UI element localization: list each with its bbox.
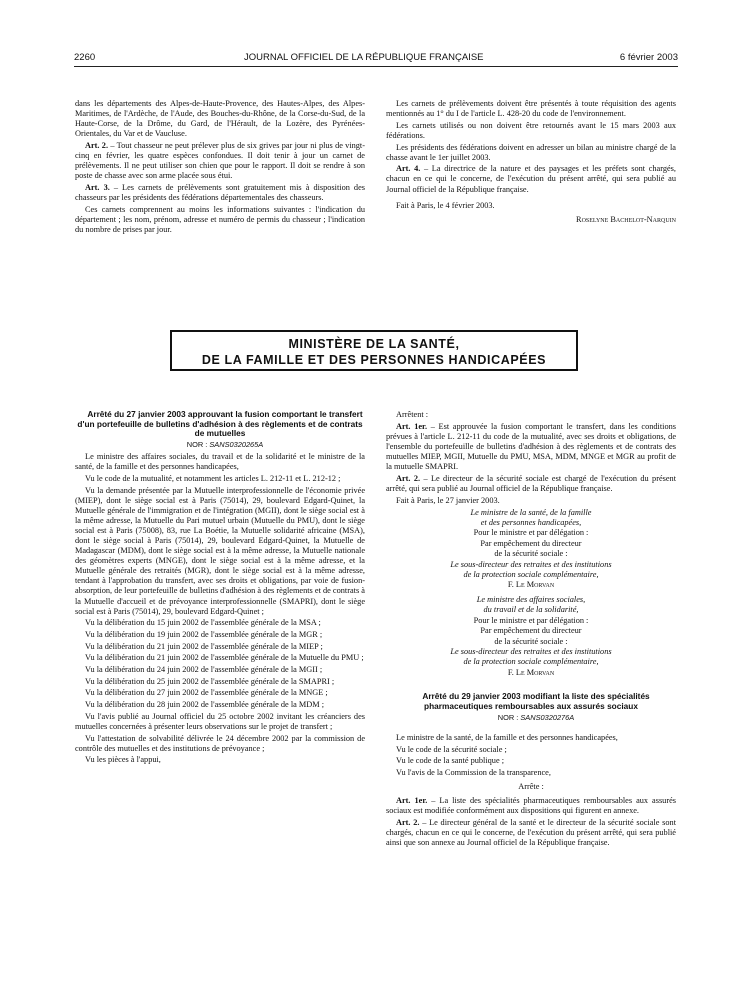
- preamble: Le ministre des affaires sociales, du travail et de la solidarité et le ministre de la santé, de la famille et des personnes handicapées,: [75, 452, 365, 472]
- article-text: – Le directeur de la sécurité sociale est chargé de l'exécution du présent arrêté, qui sera publié au Journal officiel de la République française.: [386, 473, 677, 493]
- signatory-name: F. Le Morvan: [507, 580, 555, 590]
- visa: Vu la délibération du 25 juin 2002 de l'assemblée générale de la SMAPRI ;: [85, 676, 335, 686]
- signature-line: de la sécurité sociale :: [494, 549, 568, 559]
- article-label: Art. 2.: [85, 140, 109, 150]
- article-3: [75, 183, 365, 203]
- signature-line: Le sous-directeur des retraites et des institutions: [450, 646, 612, 656]
- visa: Vu la délibération du 28 juin 2002 de l'assemblée générale de la MDM ;: [85, 700, 325, 710]
- article-1: [386, 796, 676, 816]
- paragraph: Les carnets utilisés ou non doivent être retournés avant le 15 mars 2003 aux fédérations.: [386, 120, 676, 140]
- visa: Vu la délibération du 24 juin 2002 de l'assemblée générale de la MGII ;: [85, 665, 323, 675]
- arrete-title: Arrêté du 29 janvier 2003 modifiant la liste des spécialités pharmaceutiques remboursables aux assurés sociaux: [422, 691, 650, 711]
- journal-title: JOURNAL OFFICIEL DE LA RÉPUBLIQUE FRANÇAISE: [244, 52, 484, 63]
- article-text: – La directrice de la nature et des paysages et les préfets sont chargés, chacun en ce qui le concerne, de l'exécution du présent arrêté, qui sera publié au Journal officiel de la République française.: [386, 164, 676, 194]
- arrete: Arrête :: [518, 782, 544, 792]
- article-2: [386, 818, 676, 848]
- ministry-heading: [170, 330, 578, 371]
- article-label: Art. 1er.: [396, 796, 428, 806]
- visa: Vu la délibération du 15 juin 2002 de l'assemblée générale de la MSA ;: [85, 618, 321, 628]
- date-line: Fait à Paris, le 27 janvier 2003.: [396, 495, 500, 505]
- article-label: Art. 4.: [396, 164, 421, 174]
- visa: Vu la demande présentée par la Mutuelle interprofessionnelle de l'économie privée (MIEP), dont le siège social est à Paris (75014), 29, boulevard Edgard-Quinet, la Mutuelle générale de l'immigration et de l'intégration (MGII), dont le siège social est à la même adresse, la Mutuelle du Pari mutuel urbain (Mutuelle du PMU), dont le siège social est à Paris (75008), 83, rue La Boétie, la Mutuelle solidarité africaine (MSA), dont le siège social à Paris (75014), 29, boulevard Edgard-Quinet, la Mutuelle de Madagascar (MDM), dont le siège social est à la même adresse, la Mutuelle nationale des géomètres experts (MNGE), dont le siège social est à la même adresse, et la Mutuelle générale des retraités (MGR), dont le siège social est à la même adresse, tendant à l'approbation du transfert, avec ses droits et obligations, par voie de fusion-absorption, de leur portefeuille de bulletins d'adhésion à des règlements et de contrats à la Mutuelle d'accueil et de prévoyance interprofessionnelle (SMAPRI), dont le siège social est à Paris (75014), 29, boulevard Edgard-Quinet ;: [75, 485, 365, 616]
- arrete-title: Arrêté du 27 janvier 2003 approuvant la fusion comportant le transfert d'un portefeuille de bulletins d'adhésion à des règlements et de contrats de mutuelles: [77, 409, 363, 439]
- visa: Vu le code de la mutualité, et notamment les articles L. 212-11 et L. 212-12 ;: [85, 473, 341, 483]
- paragraph: dans les départements des Alpes-de-Haute-Provence, des Hautes-Alpes, des Alpes-Maritimes, de l'Ardèche, de l'Aude, des Bouches-du-Rhône, de la Corse-du-Sud, de la Haute-Corse, de la Drôme, du Gard, de l'Hérault, de la Lozère, des Pyrénées-Orientales, du Var et de Vaucluse.: [75, 99, 365, 139]
- page-number: 2260: [74, 52, 96, 63]
- article-4: [386, 164, 676, 194]
- nor-reference: [75, 440, 365, 450]
- visa: Vu la délibération du 27 juin 2002 de l'assemblée générale de la MNGE ;: [85, 688, 328, 698]
- arretent: Arrêtent :: [396, 410, 429, 419]
- arrete-2: [386, 692, 676, 848]
- date-line: Fait à Paris, le 4 février 2003.: [396, 200, 495, 210]
- signature-line: de la sécurité sociale :: [494, 636, 568, 646]
- article-text: – Les carnets de prélèvements sont gratuitement mis à disposition des chasseurs par les présidents des fédérations départementales des chasseurs.: [75, 182, 365, 203]
- signature-block-2: [386, 595, 676, 678]
- signature-line: Par empêchement du directeur: [480, 626, 582, 636]
- ministry-line-1: MINISTÈRE DE LA SANTÉ,: [288, 337, 460, 351]
- paragraph: Ces carnets comprennent au moins les informations suivantes : l'indication du département ; les nom, prénom, adresse et numéro de permis du chasseur ; l'indication du nombre de prises par jour.: [75, 204, 365, 234]
- article-2: [386, 474, 676, 494]
- page-header: [74, 52, 678, 66]
- nor-label: NOR :: [186, 440, 210, 450]
- visa: Vu les pièces à l'appui,: [85, 755, 161, 765]
- paragraph: Les carnets de prélèvements doivent être présentés à toute réquisition des agents mentionnés au 1° du I de l'article L. 428-20 du code de l'environnement.: [386, 99, 676, 119]
- arrete-1-right-column: [386, 410, 676, 850]
- signature-line: du travail et de la solidarité,: [483, 605, 579, 615]
- signature-line: de la protection sociale complémentaire,: [463, 570, 599, 580]
- signature-line: Le sous-directeur des retraites et des institutions: [450, 559, 612, 569]
- signature-line: et des personnes handicapées,: [480, 518, 582, 528]
- nor-code: SANS0320265A: [209, 440, 264, 450]
- signature-block-1: [386, 508, 676, 591]
- header-rule: [74, 66, 678, 67]
- article-1: [386, 422, 676, 472]
- visa: Vu l'avis publié au Journal officiel du 25 octobre 2002 invitant les créanciers des mutuelles concernées à présenter leurs observations sur le projet de transfert ;: [75, 711, 365, 731]
- article-label: Art. 1er.: [396, 421, 428, 431]
- article-text: – Tout chasseur ne peut prélever plus de six grives par jour ni plus de vingt-cinq en février, les quatre espèces confondues. Il doit tenir à jour un carnet de prélèvements. Il ne peut utiliser son chien que pour le rapport. Il doit se rendre à son poste de chasse avec son arme placée sous étui.: [75, 140, 366, 181]
- top-left-column: [75, 99, 365, 237]
- arrete-1-left-column: [75, 410, 365, 767]
- nor-reference: [386, 713, 676, 723]
- article-text: – Est approuvée la fusion comportant le transfert, dans les conditions prévues à l'article L. 212-11 du code de la mutualité, avec ses droits et obligations, de l'ensemble du portefeuille de bulletins d'adhésion à des règlements et de contrats des mutuelles MIEP, MGII, Mutuelle du PMU, MSA, MDM, MNGE et MGR au profit de la mutuelle SMAPRI.: [386, 421, 676, 472]
- visa: Vu le code de la sécurité sociale ;: [396, 744, 507, 754]
- visa: Vu l'avis de la Commission de la transparence,: [396, 768, 551, 778]
- signature-line: de la protection sociale complémentaire,: [463, 657, 599, 667]
- signature-line: Le ministre de la santé, de la famille: [470, 507, 592, 517]
- article-text: – La liste des spécialités pharmaceutiques remboursables aux assurés sociaux est modifiée conformément aux dispositions qui figurent en annexe.: [386, 796, 676, 816]
- article-label: Art. 3.: [85, 182, 110, 192]
- article-label: Art. 2.: [396, 473, 421, 483]
- visa: Vu la délibération du 19 juin 2002 de l'assemblée générale de la MGR ;: [85, 630, 323, 640]
- paragraph: Les présidents des fédérations doivent en adresser un bilan au ministre chargé de la chasse avant le 1er juillet 2003.: [386, 142, 676, 162]
- top-right-column: [386, 99, 676, 226]
- visa: Vu la délibération du 21 juin 2002 de l'assemblée générale de la Mutuelle du PMU ;: [85, 653, 364, 663]
- visa: Vu l'attestation de solvabilité délivrée le 24 décembre 2002 par la commission de contrôle des mutuelles et des institutions de prévoyance ;: [75, 733, 365, 753]
- ministry-line-2: DE LA FAMILLE ET DES PERSONNES HANDICAPÉES: [201, 353, 547, 367]
- signature-line: Le ministre des affaires sociales,: [476, 594, 586, 604]
- article-2: [75, 141, 365, 181]
- visa: Vu la délibération du 21 juin 2002 de l'assemblée générale de la MIEP ;: [85, 641, 323, 651]
- nor-code: SANS0320276A: [520, 712, 575, 722]
- signature-line: Par empêchement du directeur: [480, 538, 582, 548]
- article-label: Art. 2.: [396, 818, 420, 828]
- preamble: Le ministre de la santé, de la famille et des personnes handicapées,: [396, 733, 618, 742]
- signature: Roselyne Bachelot-Narquin: [576, 214, 676, 224]
- signature-line: Pour le ministre et par délégation :: [473, 615, 589, 625]
- visa: Vu le code de la santé publique ;: [396, 756, 505, 766]
- signature-line: Pour le ministre et par délégation :: [473, 528, 589, 538]
- issue-date: 6 février 2003: [619, 52, 678, 63]
- signatory-name: F. Le Morvan: [507, 667, 555, 677]
- article-text: – Le directeur général de la santé et le directeur de la sécurité sociale sont chargés, chacun en ce qui le concerne, de l'exécution du présent arrêté, qui sera publié ainsi que son annexe au Journal officiel de la République française.: [386, 818, 676, 848]
- nor-label: NOR :: [497, 712, 521, 722]
